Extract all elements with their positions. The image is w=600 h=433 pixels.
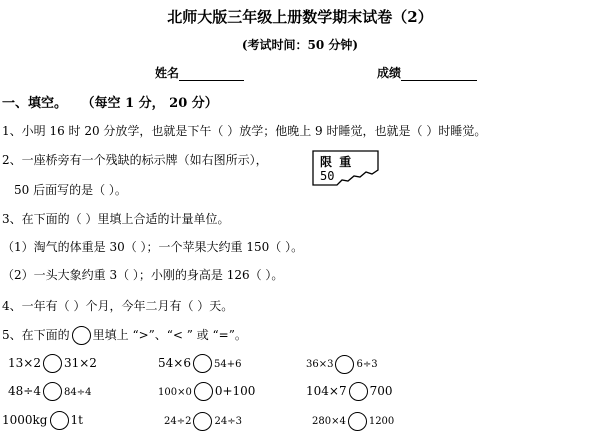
circle-icon (72, 326, 91, 345)
question-2-text: 2、一座桥旁有一个残缺的标示牌（如右图所示）， (2, 153, 268, 167)
question-3-2: （2）一头大象约重 3（ ）；小刚的身高是 126（ ）。 (2, 268, 284, 282)
compare-circle[interactable] (193, 354, 212, 373)
expr-right: 0+100 (214, 384, 256, 398)
question-3-1: （1）淘气的体重是 30（ ）；一个苹果大约重 150（ ）。 (2, 240, 304, 254)
score-field[interactable] (377, 64, 477, 81)
compare-row-1 (306, 355, 378, 374)
compare-circle[interactable] (335, 355, 354, 374)
expr-left: 24÷2 (164, 416, 192, 427)
expr-right: 24÷3 (214, 416, 242, 427)
expr-right: 84÷4 (63, 387, 92, 398)
expr-right: 54+6 (213, 359, 242, 370)
question-2-answer: 50 后面写的是（ ）。 (14, 183, 127, 197)
question-5-pre: 5、在下面的 (2, 328, 70, 342)
expr-left: 48÷4 (8, 384, 41, 398)
compare-circle[interactable] (43, 354, 62, 373)
sign-line-2: 50 (320, 169, 335, 183)
expr-left: 54×6 (158, 356, 191, 370)
section-heading (2, 92, 218, 111)
name-label: 姓名 (155, 66, 180, 80)
expr-left: 104×7 (306, 384, 347, 398)
compare-row-3 (164, 412, 242, 431)
compare-row-2 (306, 382, 393, 401)
score-label: 成绩 (377, 66, 402, 80)
expr-right: 1200 (368, 416, 395, 427)
compare-circle[interactable] (43, 382, 62, 401)
name-field[interactable] (155, 64, 244, 81)
compare-circle[interactable] (348, 412, 367, 431)
section-points: （每空 1 分， 20 分） (81, 96, 218, 111)
compare-row-3 (2, 411, 83, 430)
compare-row-3 (312, 412, 394, 431)
compare-row-1 (8, 354, 97, 373)
expr-left: 280×4 (312, 416, 346, 427)
question-3: 3、在下面的（ ）里填上合适的计量单位。 (2, 212, 230, 226)
expr-left: 13×2 (8, 356, 41, 370)
compare-row-2 (8, 382, 91, 401)
question-5-post: 里填上 “>”、“< ” 或 “=”。 (92, 328, 247, 342)
question-1: 1、小明 16 时 20 分放学，也就是下午（ ）放学；他晚上 9 时睡觉，也就是（ ）时睡觉。 (2, 124, 487, 138)
page-title: 北师大版三年级上册数学期末试卷（2） (167, 8, 433, 26)
compare-circle[interactable] (50, 411, 69, 430)
expr-left: 100×0 (158, 387, 192, 398)
name-blank[interactable] (179, 80, 244, 81)
question-4: 4、一年有（ ）个月，今年二月有（ ）天。 (2, 299, 234, 313)
expr-right: 700 (369, 384, 393, 398)
compare-circle[interactable] (194, 382, 213, 401)
broken-sign (312, 150, 382, 188)
question-5 (2, 326, 247, 345)
compare-circle[interactable] (193, 412, 212, 431)
compare-row-1 (158, 354, 241, 373)
expr-right: 31×2 (63, 356, 97, 370)
score-blank[interactable] (401, 80, 477, 81)
compare-circle[interactable] (349, 382, 368, 401)
exam-duration: (考试时间：50 分钟) (241, 38, 359, 52)
expr-left: 36×3 (306, 359, 334, 370)
expr-right: 6÷3 (356, 359, 378, 370)
expr-left: 1000kg (2, 413, 48, 427)
expr-right: 1t (70, 413, 83, 427)
sign-line-1: 限 重 (320, 155, 352, 169)
compare-row-2 (158, 382, 255, 401)
section-title: 一、填空。 (2, 96, 68, 111)
